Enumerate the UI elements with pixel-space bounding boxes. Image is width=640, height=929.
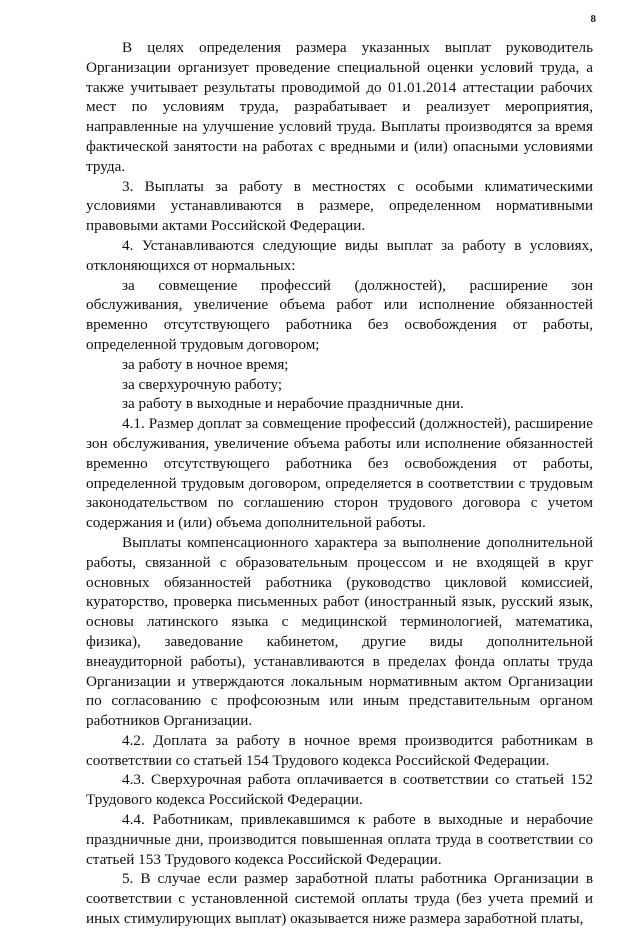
paragraph-compensation-payments: Выплаты компенсационного характера за выполнение дополнительной работы, связанной с образовательным процессом и не входящей в круг основных обязанностей работника (руководство цикловой комиссией, кураторство, проверка письменных работ (иностранный язык, русский язык, основы латинского языка с медицинской терминологией, математика, физика), заведование кабинетом, другие виды дополнительной внеаудиторной работы), устанавливаются в пределах фонда оплаты труда Организации и утверждаются локальным нормативным актом Организации по согласованию с профсоюзным или иным представительным органом работников Организации. <box>86 533 593 730</box>
list-item-holidays: за работу в выходные и нерабочие праздничные дни. <box>122 395 464 413</box>
paragraph-item-5: 5. В случае если размер заработной платы работника Организации в соответствии с установленной системой оплаты труда (без учета премий и иных стимулирующих выплат) оказывается ниже размера заработной платы, <box>86 870 593 928</box>
list-item-overtime: за сверхурочную работу; <box>122 375 283 393</box>
paragraph-special-assessment: В целях определения размера указанных выплат руководитель Организации организует проведение специальной оценки условий труда, а также учитывает результаты проводимой до 01.01.2014 аттестации рабочих мест по условиям труда, разрабатывает и реализует мероприятия, направленные на улучшение условий труда. Выплаты производятся за время фактической занятости на работах с вредными и (или) опасными условиями труда. <box>86 39 593 175</box>
paragraph-item-4-intro: 4. Устанавливаются следующие виды выплат за работу в условиях, отклоняющихся от нормальных: <box>86 236 593 274</box>
document-body <box>86 38 593 929</box>
paragraph-item-4-4: 4.4. Работникам, привлекавшимся к работе в выходные и нерабочие праздничные дни, производится повышенная оплата труда в соответствии со статьей 153 Трудового кодекса Российской Федерации. <box>86 811 593 868</box>
paragraph-item-3-climate: 3. Выплаты за работу в местностях с особыми климатическими условиями устанавливаются в размере, определенном нормативными правовыми актами Российской Федерации. <box>86 177 593 235</box>
paragraph-item-4-2: 4.2. Доплата за работу в ночное время производится работникам в соответствии со статьей 154 Трудового кодекса Российской Федерации. <box>86 731 593 769</box>
list-item-night-work: за работу в ночное время; <box>122 355 289 373</box>
paragraph-item-4-3: 4.3. Сверхурочная работа оплачивается в соответствии со статьей 152 Трудового кодекса Российской Федерации. <box>86 771 593 809</box>
paragraph-item-4-1: 4.1. Размер доплат за совмещение профессий (должностей), расширение зон обслуживания, увеличение объема работы или исполнение обязанностей временно отсутствующего работника без освобождения от работы, определенной трудовым договором, определяется в соответствии с трудовым законодательством по соглашению сторон трудового договора с учетом содержания и (или) объема дополнительной работы. <box>86 415 593 532</box>
page-number: 8 <box>590 13 596 25</box>
list-item-combination: за совмещение профессий (должностей), расширение зон обслуживания, увеличение объема работ или исполнение обязанностей временно отсутствующего работника без освобождения от работы, определенной трудовым договором; <box>86 276 593 353</box>
